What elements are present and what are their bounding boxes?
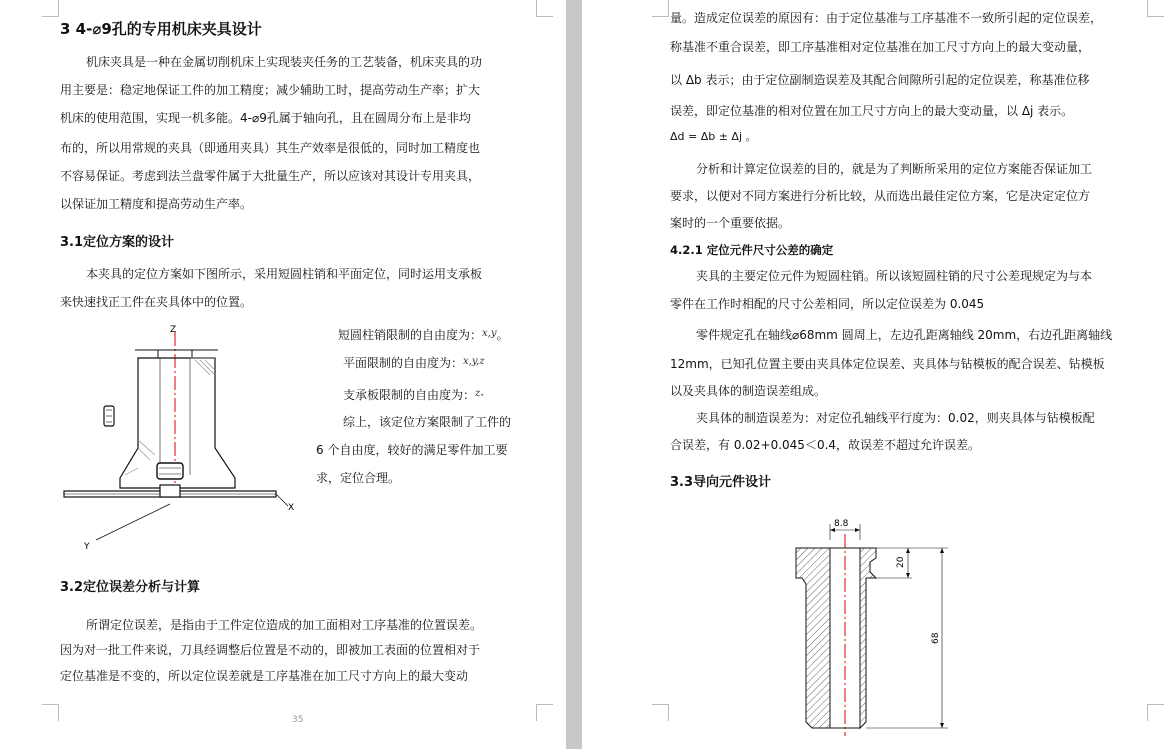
s421-line: 夹具的主要定位元件为短圆柱销。所以该短圆柱销的尺寸公差现规定为与本 [696,269,1093,283]
crop-mark [1147,0,1164,17]
axis-y-label: Y [84,542,90,552]
s31-line: 来快速找正工件在夹具体中的位置。 [60,295,253,309]
s32-line: 因为对一批工件来说，刀具经调整后位置是不动的，即被加工表面的位置相对于 [60,643,481,657]
drill-bushing-drawing [782,510,982,738]
top-line: 称基准不重合误差，即工序基准相对定位基准在加工尺寸方向上的最大变动量， [670,40,1091,54]
dof-line-plane: 平面限制的自由度为：$^{x,y,z}$ [343,356,485,370]
top-line: 以 Δb 表示；由于定位副制造误差及其配合间隙所引起的定位误差，称基准位移 [670,73,1090,87]
summary-line: 综上，该定位方案限制了工件的 [343,415,512,429]
heading-3-2: 3.2定位误差分析与计算 [60,580,201,595]
dof-line-pin: 短圆柱销限制的自由度为：$^{x,y}$。 [338,328,509,342]
top-line: 误差，即定位基准的相对位置在加工尺寸方向上的最大变动量，以 Δj 表示。 [670,104,1074,118]
intro-line: 以保证加工精度和提高劳动生产率。 [60,197,253,211]
dof-line-plate: 支承板限制的自由度为：$^z$· [343,388,485,402]
intro-line: 布的，所以用常规的夹具（即通用夹具）其生产效率是很低的，同时加工精度也 [60,141,481,155]
document-page-right [582,0,1172,749]
crop-mark [1147,704,1164,721]
dim-68-label: 68 [931,632,941,644]
s421-line: 零件规定孔在轴线⌀68mm 圆周上，左边孔距离轴线 20mm，右边孔距离轴线 [696,328,1113,342]
dim-width-label: 8.8 [834,519,849,529]
dim-20-label: 20 [896,556,906,568]
crop-mark [652,0,669,17]
s421-line: 合误差，有 0.02+0.045＜0.4，故误差不超过允许误差。 [670,438,981,452]
heading-4-2-1: 4.2.1 定位元件尺寸公差的确定 [670,243,834,257]
crop-mark [42,704,59,721]
page-gap [566,0,582,749]
crop-mark [536,704,553,721]
crop-mark [652,704,669,721]
heading-3-1: 3.1定位方案的设计 [60,235,175,250]
s32-line: 所谓定位误差，是指由于工件定位造成的加工面相对工序基准的位置误差。 [86,618,483,632]
dof-symbol-plane: x,y,z [463,356,485,367]
formula-line: Δd = Δb ± Δj 。 [670,130,757,143]
s421-line: 夹具体的制造误差为：对定位孔轴线平行度为：0.02，则夹具体与钻模板配 [696,411,1095,425]
summary-line: 求，定位合理。 [316,471,401,485]
page-number: 35 [292,715,304,725]
axis-x-label: X [288,503,295,513]
heading-main: 3 4-⌀9孔的专用机床夹具设计 [60,20,262,38]
axis-z-label: Z [170,325,177,335]
dof-symbol-pin: x,y [482,328,497,339]
heading-3-3: 3.3导向元件设计 [670,475,772,490]
intro-line: 不容易保证。考虑到法兰盘零件属于大批量生产，所以应该对其设计专用夹具， [60,169,481,183]
dof-symbol-plate: z [475,388,481,399]
intro-line: 用主要是：稳定地保证工件的加工精度；减少辅助工时，提高劳动生产率；扩大 [60,83,481,97]
s421-line: 以及夹具体的制造误差组成。 [670,384,827,398]
document-page-left [0,0,566,749]
crop-mark [42,0,59,17]
crop-mark [536,0,553,17]
purpose-line: 案时的一个重要依据。 [670,216,791,230]
s32-line: 定位基准是不变的，所以定位误差就是工序基准在加工尺寸方向上的最大变动 [60,669,469,683]
intro-line: 机床夹具是一种在金属切削机床上实现装夹任务的工艺装备，机床夹具的功 [86,55,483,69]
purpose-line: 分析和计算定位误差的目的，就是为了判断所采用的定位方案能否保证加工 [696,162,1093,176]
top-line: 量。造成定位误差的原因有：由于定位基准与工序基准不一致所引起的定位误差， [670,11,1103,25]
s421-line: 零件在工作时相配的尺寸公差相同，所以定位误差为 0.045 [670,297,985,311]
s421-line: 12mm，已知孔位置主要由夹具体定位误差、夹具体与钻模板的配合误差、钻模板 [670,357,1105,371]
purpose-line: 要求，以便对不同方案进行分析比较，从而选出最佳定位方案，它是决定定位方 [670,189,1091,203]
summary-line: 6 个自由度，较好的满足零件加工要 [316,443,508,457]
s31-line: 本夹具的定位方案如下图所示，采用短圆柱销和平面定位，同时运用支承板 [86,267,483,281]
fixture-locating-diagram [60,320,310,555]
intro-line: 机床的使用范围，实现一机多能。4-⌀9孔属于轴向孔，且在圆周分布上是非均 [60,111,471,125]
